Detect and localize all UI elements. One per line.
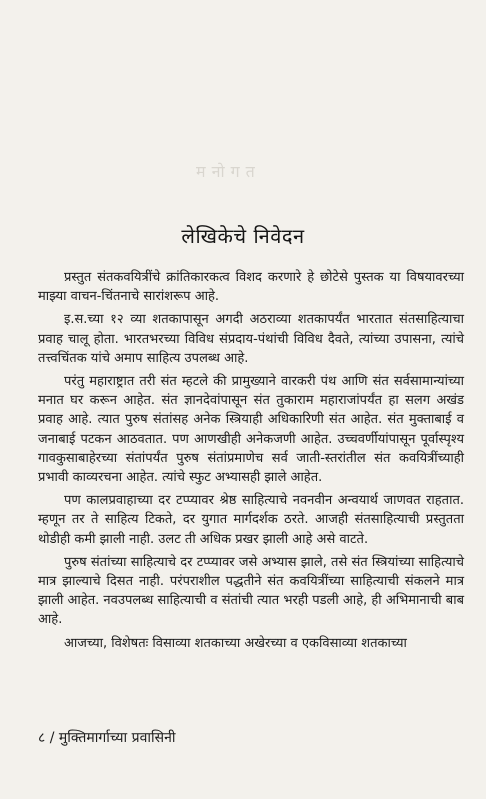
page-footer: ८ / मुक्तिमार्गाच्या प्रवासिनी [38,730,176,746]
paragraph-2: इ.स.च्या १२ व्या शतकापासून अगदी अठराव्या शतकापर्यंत भारतात संतसाहित्याचा प्रवाह चालू होता. भारतभरच्या विविध संप्रदाय-पंथांची विविध दैवते, त्यांच्या उपासना, त्यांचे तत्त्वचिंतक यांचे अमाप साहित्य उपलब्ध आहे. [38,312,464,366]
page-title: लेखिकेचे निवेदन [181,224,305,248]
paragraph-1: प्रस्तुत संतकवयित्रींचे क्रांतिकारकत्व विशद करणारे हे छोटेसे पुस्तक या विषयावरच्या माझ्या वाचन-चिंतनाचे सारांशरूप आहे. [38,270,464,305]
bleed-through-text: मनोगत [196,162,261,181]
paragraph-6: आजच्या, विशेषतः विसाव्या शतकाच्या अखेरच्या व एकविसाव्या शतकाच्या [64,635,407,651]
paragraph-3: परंतु महाराष्ट्रात तरी संत म्हटले की प्रामुख्याने वारकरी पंथ आणि संत सर्वसामान्यांच्या मनात घर करून आहेत. संत ज्ञानदेवांपासून संत तुकाराम महाराजांपर्यंत हा सलग अखंड प्रवाह आहे. त्यात पुरुष संतांसह अनेक स्त्रियाही अधिकारिणी संत आहेत. संत मुक्ताबाई व जनाबाई पटकन आठवतात. पण आणखीही अनेकजणी आहेत. उच्चवर्णीयांपासून पूर्वास्पृश्य गावकुसाबाहेरच्या संतांपर्यंत पुरुष संतांप्रमाणेच सर्व जाती-स्तरांतील संत कवयित्रींच्याही प्रभावी काव्यरचना आहेत. त्यांचे स्फुट अभ्यासही झाले आहेत. [38,374,464,486]
body-text [38,268,464,657]
paragraph-5: पुरुष संतांच्या साहित्याचे दर टप्प्यावर जसे अभ्यास झाले, तसे संत स्त्रियांच्या साहित्याचे मात्र झाल्याचे दिसत नाही. परंपराशील पद्धतीने संत कवयित्रींच्या साहित्याची संकलने मात्र झाली आहेत. नवउपलब्ध साहित्याची व संतांची त्यात भरही पडली आहे, ही अभिमानाची बाब आहे. [38,554,464,628]
paragraph-4: पण कालप्रवाहाच्या दर टप्प्यावर श्रेष्ठ साहित्याचे नवनवीन अन्वयार्थ जाणवत राहतात. म्हणून तर ते साहित्य टिकते, दर युगात मार्गदर्शक ठरते. आजही संतसाहित्याची प्रस्तुतता थोडीही कमी झाली नाही. उलट ती अधिक प्रखर झाली आहे असे वाटते. [38,493,464,547]
